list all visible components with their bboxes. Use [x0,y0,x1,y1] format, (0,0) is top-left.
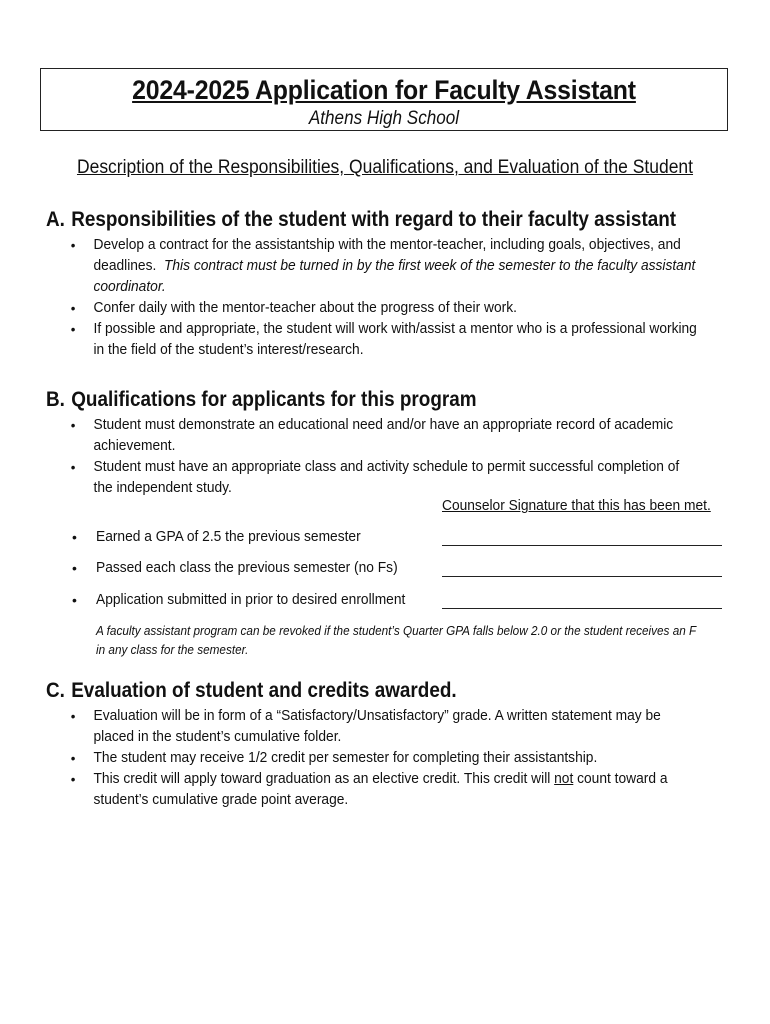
item-italic-text: This contract must be turned in by the first week of the semester to the faculty assistant coordinator. [93,258,696,295]
section-title: Evaluation of student and credits awarded. [71,679,457,702]
section-a-heading [46,208,677,232]
item-text-post: count toward a student’s cumulative grade point average. [93,771,668,808]
section-b-heading [46,388,667,412]
bullet-icon: • [70,708,76,724]
section-letter: B. [46,388,65,411]
list-item [46,415,702,457]
signature-row [46,529,736,551]
bullet-icon: • [70,300,76,316]
list-item [46,748,702,769]
item-text-pre: This credit will apply toward graduation as an elective credit. This credit will [93,771,555,787]
section-title: Responsibilities of the student with regard to their faculty assistant [71,208,677,231]
list-item [46,769,702,811]
title-box [40,68,728,131]
bullet-icon: • [70,771,76,787]
list-item [46,319,702,361]
description-heading: Description of the Responsibilities, Qualifications, and Evaluation of the Student [76,157,694,178]
revocation-note: A faculty assistant program can be revoked if the student’s Quarter GPA falls below 2.0 or the student receives an F in any class for the semester. [96,624,696,657]
signature-item-text: Application submitted in prior to desired enrollment [96,592,406,608]
section-title: Qualifications for applicants for this program [71,388,477,411]
item-text: Confer daily with the mentor-teacher about the progress of their work. [93,300,517,316]
signature-item-text: Passed each class the previous semester (no Fs) [96,560,398,576]
section-c-list [46,706,736,811]
bullet-icon: • [72,529,77,545]
signature-row [46,592,736,614]
bullet-icon: • [70,417,76,433]
section-b [46,388,736,499]
signature-line[interactable] [442,576,722,577]
counselor-signature-heading: Counselor Signature that this has been met. [442,498,711,514]
section-letter: C. [46,679,65,702]
signature-line[interactable] [442,608,722,609]
section-b-list [46,415,736,499]
item-text: Student must demonstrate an educational need and/or have an appropriate record of academic achievement. [93,417,674,454]
section-letter: A. [46,208,65,231]
bullet-icon: • [72,592,77,608]
item-text: Evaluation will be in form of a “Satisfactory/Unsatisfactory” grade. A written statement may be placed in the student’s cumulative folder. [93,708,661,745]
section-c [46,679,736,811]
bullet-icon: • [70,750,76,766]
signature-item-text: Earned a GPA of 2.5 the previous semester [96,529,361,545]
list-item [46,706,702,748]
section-a-list [46,235,736,361]
bullet-icon: • [70,321,76,337]
bullet-icon: • [70,459,76,475]
section-c-heading [46,679,667,703]
item-text: The student may receive 1/2 credit per semester for completing their assistantship. [93,750,598,766]
signature-row [46,560,736,582]
list-item [46,235,702,298]
school-name: Athens High School [308,108,460,129]
section-a [46,208,736,361]
list-item [46,298,702,319]
item-emphasis: not [554,771,574,787]
list-item [46,457,702,499]
signature-line[interactable] [442,545,722,546]
item-text: Develop a contract for the assistantship with the mentor-teacher, including goals, objectives, and deadlines. [93,237,681,274]
item-text: If possible and appropriate, the student will work with/assist a mentor who is a professional working in the field of the student’s interest/research. [93,321,697,358]
bullet-icon: • [70,237,76,253]
bullet-icon: • [72,560,77,576]
item-text: Student must have an appropriate class and activity schedule to permit successful completion of the independent study. [93,459,680,496]
document-title: 2024-2025 Application for Faculty Assistant [132,75,636,105]
